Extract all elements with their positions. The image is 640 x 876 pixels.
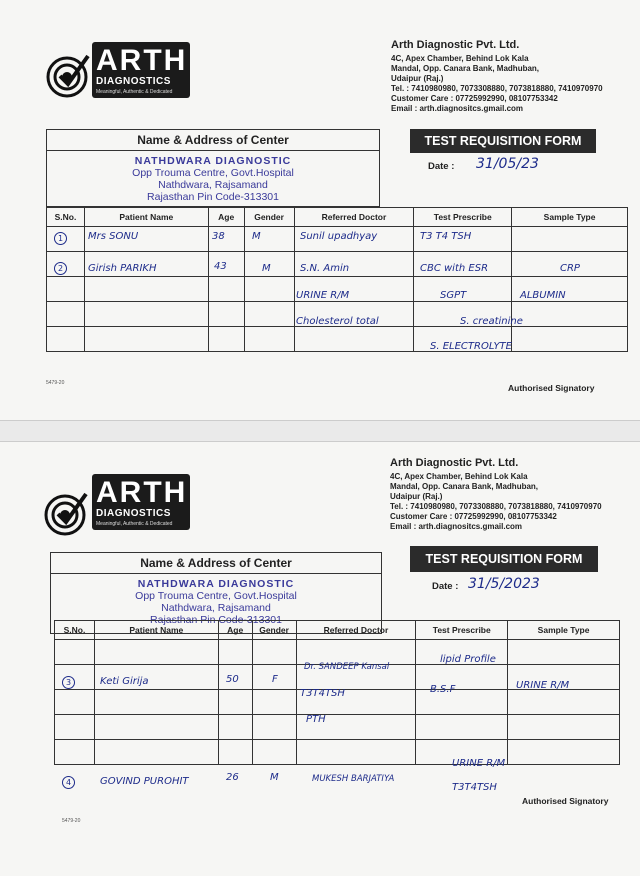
date-label: Date : bbox=[432, 581, 459, 592]
entry-2-patient: Girish PARIKH bbox=[88, 263, 157, 274]
col-referred-doctor: Referred Doctor bbox=[296, 621, 416, 640]
entry-2-patient: GOVIND PUROHIT bbox=[100, 776, 189, 787]
company-address-3: Udaipur (Raj.) bbox=[391, 74, 444, 83]
entry-1-test: T3 T4 TSH bbox=[420, 231, 472, 242]
target-logo-icon bbox=[46, 52, 92, 98]
center-name: NATHDWARA DIAGNOSTIC bbox=[134, 155, 292, 167]
entry-2-test-2: CRP bbox=[560, 263, 580, 274]
page-separator bbox=[0, 420, 640, 442]
entry-2-sno: 2 bbox=[54, 262, 69, 275]
center-box bbox=[46, 129, 380, 207]
center-line-3: Nathdwara, Rajsamand bbox=[161, 602, 271, 614]
col-test-prescribe: Test Prescribe bbox=[416, 621, 508, 640]
col-patient-name: Patient Name bbox=[94, 621, 218, 640]
entry-1-sno: 1 bbox=[54, 232, 69, 245]
form-title: TEST REQUISITION FORM bbox=[410, 129, 596, 153]
col-sno: S.No. bbox=[55, 621, 95, 640]
table-row bbox=[55, 715, 620, 740]
company-tel: Tel. : 7410980980, 7073308880, 7073818880, 7410970970 bbox=[391, 84, 603, 93]
brand-logo bbox=[92, 42, 190, 98]
requisition-form-1 bbox=[0, 0, 640, 420]
entry-2-age: 43 bbox=[214, 261, 227, 272]
logo-subtitle: DIAGNOSTICS bbox=[96, 76, 171, 87]
company-name: Arth Diagnostic Pvt. Ltd. bbox=[391, 39, 520, 51]
entry-1-patient: Mrs SONU bbox=[88, 231, 139, 242]
col-sample-type: Sample Type bbox=[508, 621, 620, 640]
entry-1-test-4: URINE R/M bbox=[516, 680, 570, 691]
entry-1-age: 50 bbox=[226, 674, 239, 685]
entry-1-gender: F bbox=[272, 674, 278, 685]
company-tel: Tel. : 7410980980, 7073308880, 7073818880, 7410970970 bbox=[390, 502, 602, 511]
company-email: Email : arth.diagnositcs.gmail.com bbox=[391, 104, 524, 113]
company-care: Customer Care : 07725992990, 08107753342 bbox=[391, 94, 558, 103]
logo-tagline: Meaningful, Authentic & Dedicated bbox=[96, 89, 173, 95]
col-age: Age bbox=[218, 621, 252, 640]
company-address-2: Mandal, Opp. Canara Bank, Madhuban, bbox=[390, 482, 539, 491]
entry-1-patient: Keti Girija bbox=[100, 676, 149, 687]
entry-2-test-3: URINE R/M bbox=[296, 290, 350, 301]
entry-2-test-1: CBC with ESR bbox=[420, 263, 489, 274]
entry-1-test-2: T3T4TSH bbox=[300, 688, 345, 699]
center-address bbox=[51, 574, 381, 626]
entry-2-test-7: S. creatinine bbox=[460, 316, 523, 327]
form-title: TEST REQUISITION FORM bbox=[410, 546, 598, 572]
center-box-title: Name & Address of Center bbox=[47, 130, 379, 151]
company-address-1: 4C, Apex Chamber, Behind Lok Kala bbox=[391, 54, 529, 63]
center-line-4: Rajasthan Pin Code-313301 bbox=[150, 614, 282, 626]
col-test-prescribe: Test Prescribe bbox=[414, 208, 512, 227]
center-name: NATHDWARA DIAGNOSTIC bbox=[137, 578, 295, 590]
center-line-2: Opp Trouma Centre, Govt.Hospital bbox=[132, 167, 294, 179]
col-sno: S.No. bbox=[47, 208, 85, 227]
entry-1-test-5: PTH bbox=[306, 714, 326, 725]
entry-2-test-2: T3T4TSH bbox=[452, 782, 497, 793]
entry-1-doctor: Dr. SANDEEP Kansal bbox=[304, 662, 390, 672]
date-value: 31/5/2023 bbox=[468, 576, 540, 592]
col-gender: Gender bbox=[244, 208, 294, 227]
company-address-2: Mandal, Opp. Canara Bank, Madhuban, bbox=[391, 64, 540, 73]
logo-wordmark: ARTH bbox=[96, 44, 188, 77]
entry-2-doctor: MUKESH BARJATIYA bbox=[312, 774, 395, 784]
entry-1-doctor: Sunil upadhyay bbox=[300, 231, 378, 242]
brand-logo bbox=[92, 474, 190, 530]
company-name: Arth Diagnostic Pvt. Ltd. bbox=[390, 457, 519, 469]
company-care: Customer Care : 07725992990, 08107753342 bbox=[390, 512, 557, 521]
center-box-title: Name & Address of Center bbox=[51, 553, 381, 574]
entry-2-doctor: S.N. Amin bbox=[300, 263, 350, 274]
company-address-3: Udaipur (Raj.) bbox=[390, 492, 443, 501]
logo-wordmark: ARTH bbox=[96, 476, 188, 509]
entry-2-test-5: ALBUMIN bbox=[520, 290, 566, 301]
col-age: Age bbox=[208, 208, 244, 227]
entry-1-test-3: B.S.F bbox=[430, 684, 456, 695]
table-row bbox=[55, 640, 620, 665]
date-label: Date : bbox=[428, 161, 455, 172]
entry-1-test-1: lipid Profile bbox=[440, 654, 496, 665]
entry-2-test-8: S. ELECTROLYTE bbox=[430, 341, 512, 352]
table-header-row bbox=[47, 208, 628, 227]
entry-2-test-6: Cholesterol total bbox=[296, 316, 379, 327]
requisition-form-2 bbox=[0, 440, 640, 876]
entry-2-age: 26 bbox=[226, 772, 239, 783]
entry-2-gender: M bbox=[270, 772, 279, 783]
entry-2-test-4: SGPT bbox=[440, 290, 467, 301]
authorised-signatory: Authorised Signatory bbox=[508, 383, 595, 393]
entry-1-sno: 3 bbox=[62, 676, 77, 689]
entry-2-test-1: URINE R/M bbox=[452, 758, 506, 769]
entry-2-gender: M bbox=[262, 263, 271, 274]
col-sample-type: Sample Type bbox=[512, 208, 628, 227]
form-code: 5479-20 bbox=[62, 818, 81, 824]
authorised-signatory: Authorised Signatory bbox=[522, 796, 609, 806]
entry-1-gender: M bbox=[252, 231, 261, 242]
entry-1-age: 38 bbox=[212, 231, 225, 242]
form-code: 5479-20 bbox=[46, 380, 65, 386]
logo-subtitle: DIAGNOSTICS bbox=[96, 508, 171, 519]
patient-table bbox=[46, 207, 628, 352]
col-referred-doctor: Referred Doctor bbox=[294, 208, 414, 227]
company-details bbox=[390, 458, 632, 532]
table-row bbox=[47, 327, 628, 352]
entry-2-sno: 4 bbox=[62, 776, 77, 789]
col-patient-name: Patient Name bbox=[84, 208, 208, 227]
table-row bbox=[55, 740, 620, 765]
target-logo-icon bbox=[44, 490, 90, 536]
center-line-4: Rajasthan Pin Code-313301 bbox=[147, 191, 279, 203]
col-gender: Gender bbox=[252, 621, 296, 640]
company-email: Email : arth.diagnositcs.gmail.com bbox=[390, 522, 523, 531]
center-address bbox=[47, 151, 379, 203]
date-value: 31/05/23 bbox=[476, 156, 539, 172]
center-line-3: Nathdwara, Rajsamand bbox=[158, 179, 268, 191]
center-line-2: Opp Trouma Centre, Govt.Hospital bbox=[135, 590, 297, 602]
company-address-1: 4C, Apex Chamber, Behind Lok Kala bbox=[390, 472, 528, 481]
company-details bbox=[391, 40, 631, 114]
table-header-row bbox=[55, 621, 620, 640]
logo-tagline: Meaningful, Authentic & Dedicated bbox=[96, 521, 173, 527]
